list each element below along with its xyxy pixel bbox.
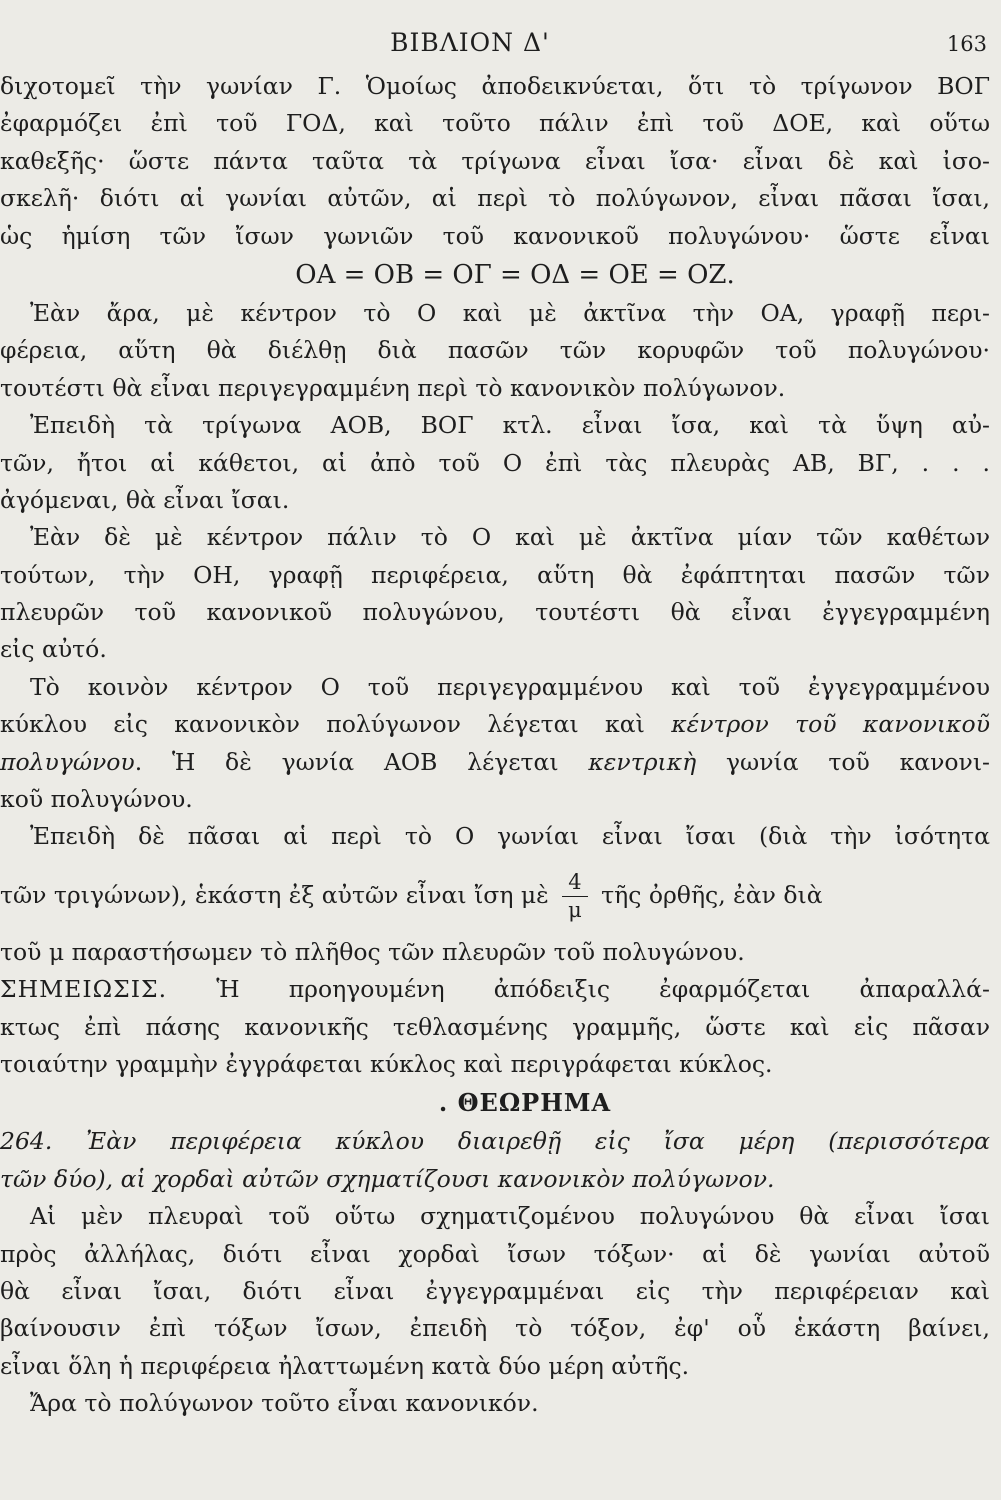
text-line: Ἐὰν δὲ μὲ κέντρον πάλιν τὸ Ο καὶ μὲ ἀκτῖνα μίαν τῶν καθέτων [30, 523, 990, 552]
text-line: Ἐπειδὴ τὰ τρίγωνα ΑΟΒ, ΒΟΓ κτλ. εἶναι ἴσα, καὶ τὰ ὕψη αὐ- [30, 411, 990, 440]
term-central: κεντρικὴ [588, 747, 697, 776]
equality-formula: ΟΑ = ΟΒ = ΟΓ = ΟΔ = ΟΕ = ΟΖ. [295, 259, 735, 290]
fraction-4-over-mu [562, 869, 587, 922]
text-line-with-fraction [0, 856, 990, 934]
fraction-denominator: μ [568, 897, 582, 922]
text-line: τοιαύτην γραμμὴν ἐγγράφεται κύκλος καὶ περιγράφεται κύκλος. [0, 1049, 773, 1078]
page-body [0, 68, 990, 1423]
text-span: τῆς ὀρθῆς, ἐὰν διὰ [601, 880, 823, 909]
text-line [0, 706, 990, 743]
running-head [0, 20, 1001, 60]
text-line: κοῦ πολυγώνου. [0, 785, 193, 814]
text-line: καθεξῆς· ὥστε πάντα ταῦτα τὰ τρίγωνα εἶναι ἴσα· εἶναι δὲ καὶ ἰσο- [0, 146, 990, 175]
text-span: γωνία τοῦ κανονι- [696, 747, 990, 776]
text-span: κύκλου εἰς κανονικὸν πολύγωνον λέγεται καὶ [0, 710, 672, 739]
text-line [0, 744, 990, 781]
text-line: σκελῆ· διότι αἱ γωνίαι αὐτῶν, αἱ περὶ τὸ πολύγωνον, εἶναι πᾶσαι ἴσαι, [0, 184, 990, 213]
text-line: βαίνουσιν ἐπὶ τόξων ἴσων, ἐπειδὴ τὸ τόξον, ἐφ' οὗ ἑκάστη βαίνει, [0, 1314, 990, 1343]
text-span: τῶν τριγώνων), ἑκάστη ἐξ αὐτῶν εἶναι ἴση μὲ [0, 880, 549, 909]
page-number: 163 [946, 32, 987, 56]
text-line: Τὸ κοινὸν κέντρον Ο τοῦ περιγεγραμμένου καὶ τοῦ ἐγγεγραμμένου [30, 672, 990, 701]
text-line: Ἐπειδὴ δὲ πᾶσαι αἱ περὶ τὸ Ο γωνίαι εἶναι ἴσαι (διὰ τὴν ἰσότητα [30, 822, 990, 851]
book-title: ΒΙΒΛΙΟΝ Δ' [390, 28, 550, 57]
theorem-heading: . ΘΕΩΡΗΜΑ [438, 1088, 612, 1118]
text-line: φέρεια, αὕτη θὰ διέλθῃ διὰ πασῶν τῶν κορυφῶν τοῦ πολυγώνου· [0, 336, 990, 365]
text-line: εἶναι ὅλη ἡ περιφέρεια ἠλαττωμένη κατὰ δύο μέρη αὐτῆς. [0, 1351, 690, 1380]
text-span: Ἡ προηγουμένη ἀπόδειξις ἐφαρμόζεται ἀπαραλλά- [167, 975, 990, 1004]
term-polygon: πολυγώνου [0, 747, 135, 776]
text-line: τούτων, τὴν ΟΗ, γραφῇ περιφέρεια, αὕτη θὰ ἐφάπτηται πασῶν τῶν [0, 560, 990, 589]
text-line: πρὸς ἀλλήλας, διότι εἶναι χορδαὶ ἴσων τόξων· αἱ δὲ γωνίαι αὐτοῦ [0, 1239, 990, 1268]
text-line: Αἱ μὲν πλευραὶ τοῦ οὕτω σχηματιζομένου πολυγώνου θὰ εἶναι ἴσαι [30, 1202, 990, 1231]
text-line: Ἄρα τὸ πολύγωνον τοῦτο εἶναι κανονικόν. [30, 1389, 539, 1418]
text-line: πλευρῶν τοῦ κανονικοῦ πολυγώνου, τουτέστι θὰ εἶναι ἐγγεγραμμένη [0, 598, 990, 627]
text-line: ὡς ἡμίση τῶν ἴσων γωνιῶν τοῦ κανονικοῦ πολυγώνου· ὥστε εἶναι [0, 221, 990, 250]
text-line: κτως ἐπὶ πάσης κανονικῆς τεθλασμένης γραμμῆς, ὥστε καὶ εἰς πᾶσαν [0, 1012, 990, 1041]
text-line: τῶν, ἤτοι αἱ κάθετοι, αἱ ἀπὸ τοῦ Ο ἐπὶ τὰς πλευρὰς ΑΒ, ΒΓ, . . . [0, 448, 990, 477]
fraction-numerator: 4 [562, 872, 587, 897]
text-line: ἐφαρμόζει ἐπὶ τοῦ ΓΟΔ, καὶ τοῦτο πάλιν ἐπὶ τοῦ ΔΟΕ, καὶ οὕτω [0, 109, 990, 138]
text-line: Ἐὰν ἄρα, μὲ κέντρον τὸ Ο καὶ μὲ ἀκτῖνα τὴν ΟΑ, γραφῇ περι- [30, 298, 990, 327]
text-line [0, 971, 990, 1008]
theorem-statement-line: τῶν δύο), αἱ χορδαὶ αὐτῶν σχηματίζουσι κανονικὸν πολύγωνον. [0, 1164, 775, 1193]
text-span: . Ἡ δὲ γωνία ΑΟΒ λέγεται [134, 747, 589, 776]
text-line: διχοτομεῖ τὴν γωνίαν Γ. Ὁμοίως ἀποδεικνύεται, ὅτι τὸ τρίγωνον ΒΟΓ [0, 72, 990, 100]
text-line: ἀγόμεναι, θὰ εἶναι ἴσαι. [0, 485, 290, 514]
note-label: ΣΗΜΕΙΩΣΙΣ. [0, 975, 168, 1004]
term-center-of-polygon: κέντρον τοῦ κανονικοῦ [671, 710, 990, 739]
text-line: τοῦ μ παραστήσωμεν τὸ πλῆθος τῶν πλευρῶν τοῦ πολυγώνου. [0, 937, 745, 966]
text-line: εἰς αὐτό. [0, 635, 107, 664]
text-line: θὰ εἶναι ἴσαι, διότι εἶναι ἐγγεγραμμέναι εἰς τὴν περιφέρειαν καὶ [0, 1276, 990, 1305]
theorem-statement-line: 264. Ἐὰν περιφέρεια κύκλου διαιρεθῇ εἰς ἴσα μέρη (περισσότερα [0, 1127, 990, 1156]
text-line: τουτέστι θὰ εἶναι περιγεγραμμένη περὶ τὸ κανονικὸν πολύγωνον. [0, 373, 786, 402]
